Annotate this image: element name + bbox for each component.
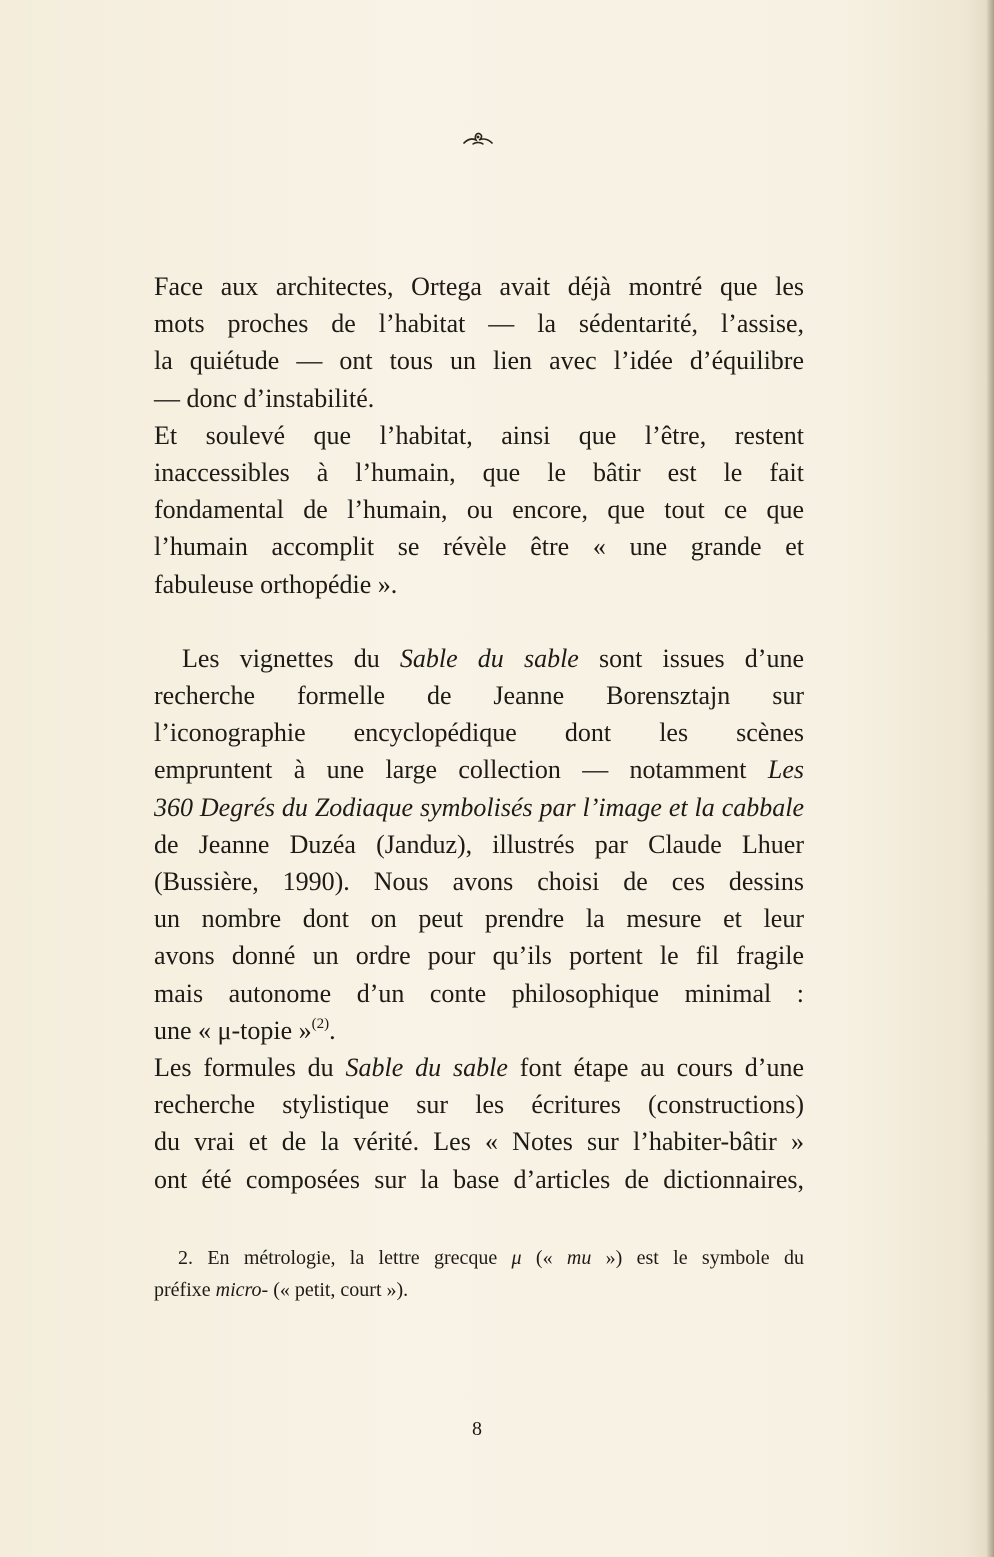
text-run: («: [521, 1247, 567, 1269]
text-line: de Jeanne Duzéa (Janduz), illustrés par Claude Lhuer: [154, 829, 804, 859]
text-run: Les formules du: [154, 1053, 346, 1083]
text-line: (Bussière, 1990). Nous avons choisi de ces dessins: [154, 867, 804, 897]
page-edge-shadow: [986, 0, 994, 1557]
text-line: un nombre dont on peut prendre la mesure et leur: [154, 904, 804, 934]
paragraph-1: [154, 268, 804, 417]
text-run: sont issues d’une: [578, 643, 804, 673]
text-run: Les vignettes du: [182, 643, 400, 673]
text-line: Face aux architectes, Ortega avait déjà montré que les: [154, 272, 804, 301]
term: mu: [566, 1247, 592, 1269]
greek-letter: μ: [511, 1247, 522, 1269]
text-run: ») est le symbole du: [591, 1247, 804, 1269]
term: micro-: [215, 1279, 269, 1301]
text-line: fondamental de l’humain, ou encore, que tout ce que: [154, 495, 804, 525]
text-line: [154, 789, 804, 826]
text-line: recherche formelle de Jeanne Borensztajn sur: [154, 681, 804, 711]
fleuron-ornament-icon: [458, 126, 498, 150]
text-line: recherche stylistique sur les écritures (constructions): [154, 1090, 804, 1120]
text-line: — donc d’instabilité.: [154, 383, 375, 413]
text-line: avons donné un ordre pour qu’ils portent le fil fragile: [154, 941, 804, 971]
main-text: [154, 268, 804, 1198]
text-run: .: [329, 1015, 336, 1045]
text-run: (« petit, court »).: [268, 1279, 409, 1301]
page-number: 8: [472, 1418, 482, 1440]
text-run: préfixe: [154, 1279, 216, 1301]
text-run: 2. En métrologie, la lettre grecque: [178, 1247, 512, 1269]
book-title: 360 Degrés du Zodiaque symbolisés par l’image et la cabbale: [154, 792, 804, 822]
text-run: une « μ-topie »: [154, 1015, 312, 1045]
book-title: Les: [767, 755, 804, 785]
footnote: [154, 1242, 804, 1306]
footnote-line: [154, 1242, 804, 1274]
book-title: Sable du sable: [399, 643, 579, 673]
text-line: mots proches de l’habitat — la sédentarité, l’assise,: [154, 309, 804, 339]
book-title: Sable du sable: [345, 1053, 508, 1083]
text-line: mais autonome d’un conte philosophique minimal :: [154, 978, 804, 1008]
text-line: [154, 1049, 804, 1086]
text-line: Et soulevé que l’habitat, ainsi que l’être, restent: [154, 420, 804, 450]
text-line: fabuleuse orthopédie ».: [154, 569, 398, 599]
text-line: l’iconographie encyclopédique dont les scènes: [154, 718, 804, 748]
text-line: la quiétude — ont tous un lien avec l’idée d’équilibre: [154, 346, 804, 376]
footnote-reference[interactable]: (2): [311, 1015, 330, 1032]
text-line: l’humain accomplit se révèle être « une grande et: [154, 532, 804, 562]
paragraph-4: [154, 1049, 804, 1198]
text-line: [154, 751, 804, 788]
text-run: font étape au cours d’une: [507, 1053, 804, 1083]
paragraph-gap: [154, 603, 804, 640]
text-line: [154, 640, 804, 677]
paragraph-3: [154, 640, 804, 1049]
text-line: ont été composées sur la base d’articles de dictionnaires,: [154, 1164, 804, 1194]
text-line: [154, 1012, 804, 1049]
footnote-line: [154, 1274, 804, 1306]
text-line: inaccessibles à l’humain, que le bâtir est le fait: [154, 458, 804, 488]
text-line: du vrai et de la vérité. Les « Notes sur l’habiter-bâtir »: [154, 1127, 804, 1157]
text-run: empruntent à une large collection — notamment: [154, 755, 768, 785]
paragraph-2: [154, 417, 804, 603]
